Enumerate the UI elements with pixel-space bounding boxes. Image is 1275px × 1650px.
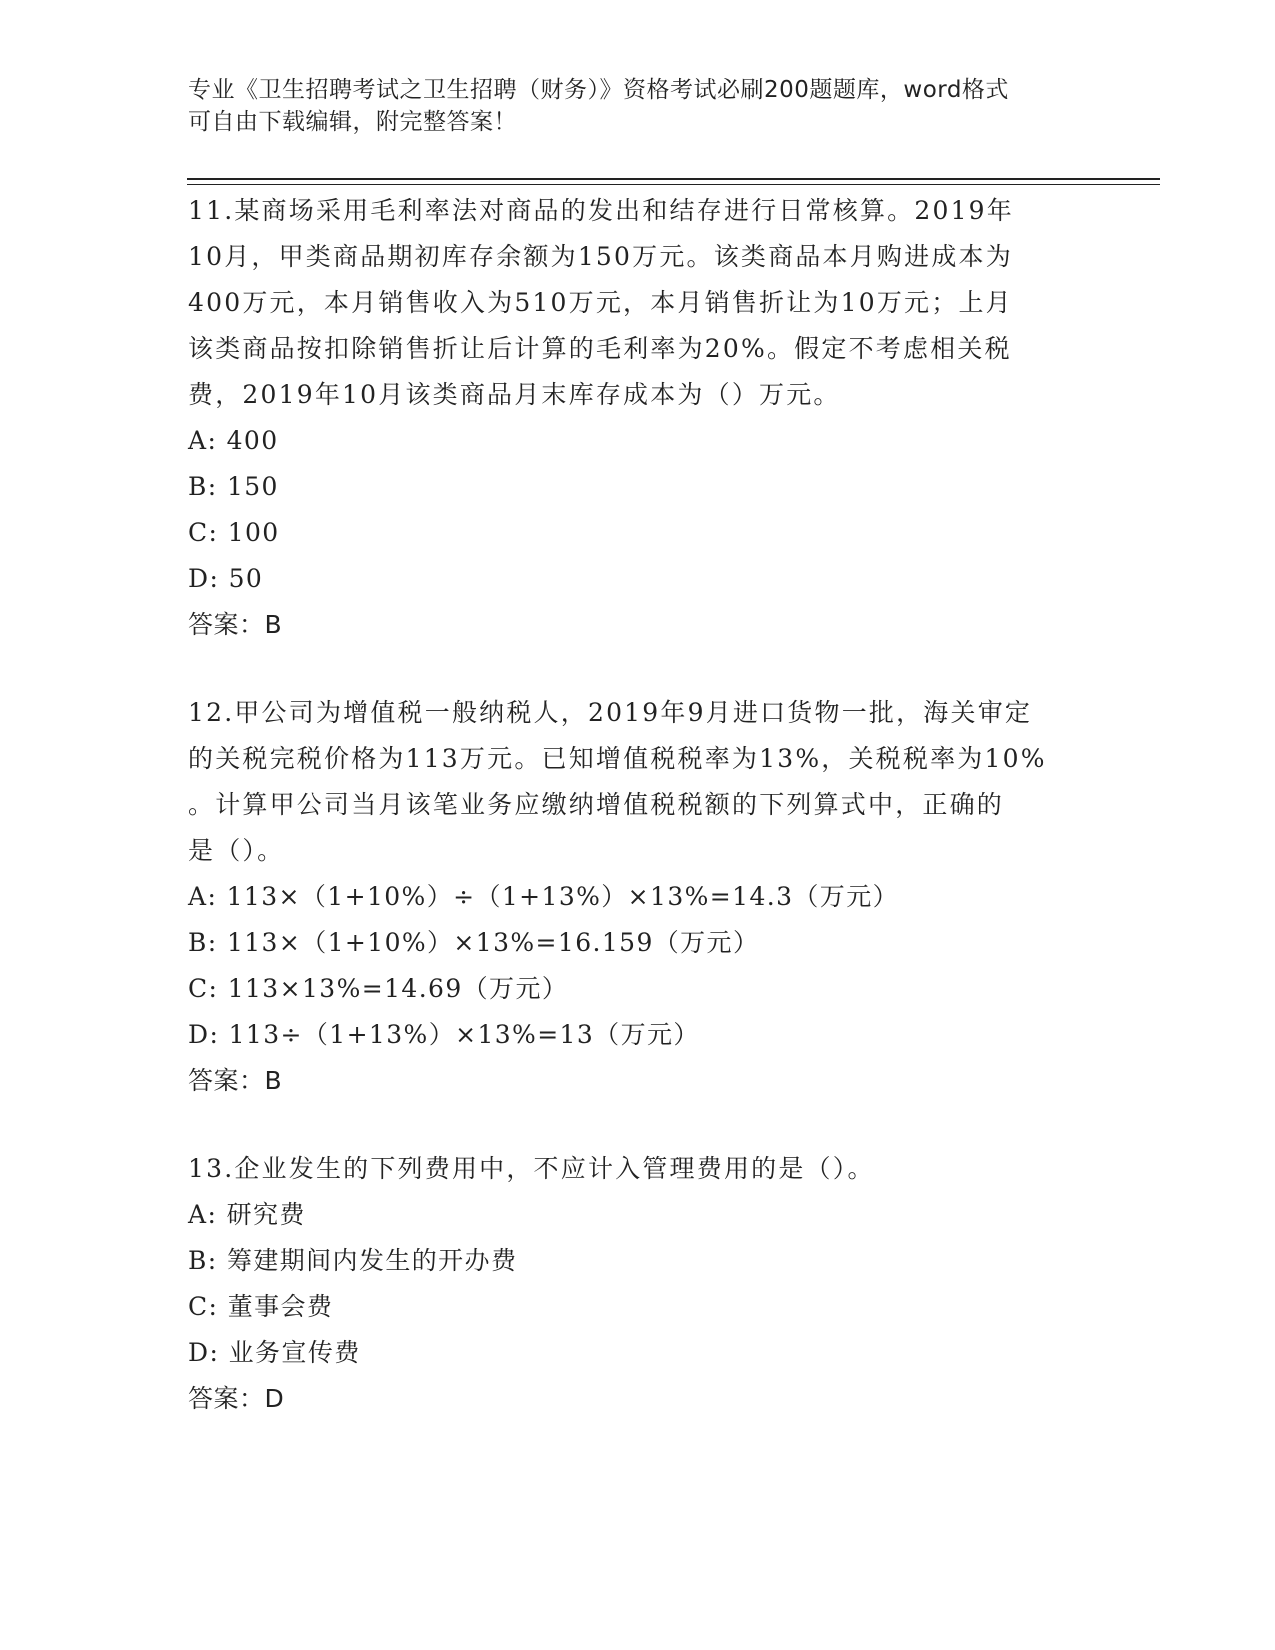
question-stem bbox=[188, 1146, 1088, 1192]
option-c: C: 100 bbox=[188, 518, 280, 547]
question-stem-line: 。计算甲公司当月该笔业务应缴纳增值税税额的下列算式中，正确的 bbox=[188, 790, 1005, 819]
question-13 bbox=[188, 1146, 1088, 1422]
option-d: D: 业务宣传费 bbox=[188, 1338, 361, 1367]
option-b: B: 150 bbox=[188, 472, 279, 501]
question-options bbox=[188, 418, 1088, 602]
header-divider-thick bbox=[187, 178, 1160, 180]
option-c: C: 113×13%=14.69（万元） bbox=[188, 974, 569, 1003]
question-11 bbox=[188, 188, 1088, 648]
question-stem-line: 12.甲公司为增值税一般纳税人，2019年9月进口货物一批，海关审定 bbox=[188, 698, 1033, 727]
question-stem-line: 13.企业发生的下列费用中，不应计入管理费用的是（）。 bbox=[188, 1154, 875, 1183]
question-options bbox=[188, 1192, 1088, 1376]
answer-label: 答案：B bbox=[188, 1066, 283, 1095]
question-stem bbox=[188, 690, 1088, 874]
question-stem-line: 费，2019年10月该类商品月末库存成本为（）万元。 bbox=[188, 380, 841, 409]
question-stem-line: 400万元，本月销售收入为510万元，本月销售折让为10万元；上月 bbox=[188, 288, 1013, 317]
option-c: C: 董事会费 bbox=[188, 1292, 334, 1321]
header-title-line-1: 专业《卫生招聘考试之卫生招聘（财务）》资格考试必刷200题题库，word格式 bbox=[188, 77, 1009, 103]
document-header bbox=[188, 74, 1088, 138]
header-divider-thin bbox=[187, 184, 1160, 185]
question-stem-line: 是（）。 bbox=[188, 836, 285, 865]
question-stem-line: 的关税完税价格为113万元。已知增值税税率为13%，关税税率为10% bbox=[188, 744, 1047, 773]
option-a: A: 研究费 bbox=[188, 1200, 306, 1229]
question-stem-line: 该类商品按扣除销售折让后计算的毛利率为20%。假定不考虑相关税 bbox=[188, 334, 1012, 363]
question-options bbox=[188, 874, 1088, 1058]
option-b: B: 筹建期间内发生的开办费 bbox=[188, 1246, 518, 1275]
question-stem-line: 11.某商场采用毛利率法对商品的发出和结存进行日常核算。2019年 bbox=[188, 196, 1014, 225]
question-stem-line: 10月，甲类商品期初库存余额为150万元。该类商品本月购进成本为 bbox=[188, 242, 1013, 271]
option-a: A: 113×（1+10%）÷（1+13%）×13%=14.3（万元） bbox=[188, 882, 899, 911]
answer-label: 答案：D bbox=[188, 1384, 285, 1413]
option-d: D: 50 bbox=[188, 564, 264, 593]
option-d: D: 113÷（1+13%）×13%=13（万元） bbox=[188, 1020, 700, 1049]
option-b: B: 113×（1+10%）×13%=16.159（万元） bbox=[188, 928, 760, 957]
answer-label: 答案：B bbox=[188, 610, 283, 639]
option-a: A: 400 bbox=[188, 426, 279, 455]
question-stem bbox=[188, 188, 1088, 418]
header-title-line-2: 可自由下载编辑，附完整答案！ bbox=[188, 109, 517, 135]
question-12 bbox=[188, 690, 1088, 1104]
